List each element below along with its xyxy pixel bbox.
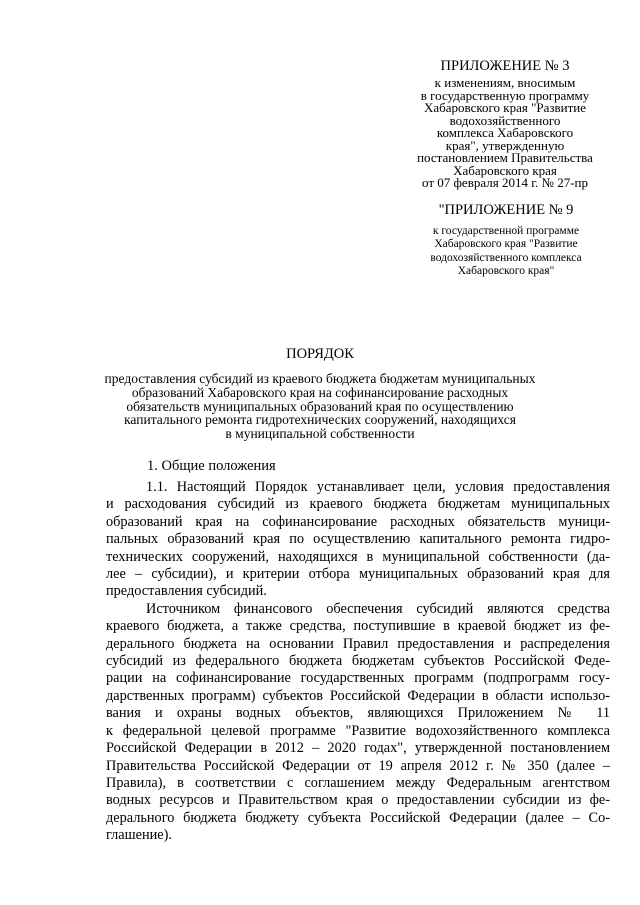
section-heading: 1. Общие положения (147, 458, 276, 474)
appendix-9-line: Хабаровского края" (457, 264, 555, 277)
paragraph-2-line: дерального бюджета бюджету субъекта Российской Федерации (далее – Со- (106, 809, 610, 826)
paragraph-1-line: 1.1. Настоящий Порядок устанавливает цели, условия предоставления (146, 479, 610, 495)
document-heading: ПОРЯДОК (286, 346, 354, 362)
appendix-3-line: комплекса Хабаровского (436, 125, 574, 140)
appendix-9-line: Хабаровского края "Развитие (434, 238, 578, 251)
paragraph-2-line: Правила), в соответствии с соглашением между Федеральным агентством (106, 774, 610, 791)
subtitle-line: обязательств муниципальных образований края по осуществлению (126, 398, 514, 414)
document-subtitle (100, 372, 540, 441)
paragraph-2-line: вания и охраны водных объектов, являющихся Приложением № 11 (106, 705, 610, 722)
appendix-3-title: ПРИЛОЖЕНИЕ № 3 (440, 58, 570, 74)
body-text (106, 479, 610, 845)
appendix-3-line: к изменениям, вносимым (434, 75, 576, 90)
subtitle-line: в муниципальной собственности (225, 426, 415, 442)
paragraph-2-line: Правительства Российской Федерации от 19 апреля 2012 г. № 350 (далее – (106, 757, 610, 774)
paragraph-2-line: глашение). (106, 827, 172, 844)
appendix-3-line: Хабаровского края (453, 162, 557, 178)
appendix-9-block (408, 202, 604, 278)
paragraph-1-line: предоставления субсидий. (106, 583, 267, 600)
paragraph-1-line: и расходования субсидий из краевого бюджета бюджетам муниципальных (106, 496, 610, 513)
paragraph-2-line: дерального бюджета на основании Правил предоставления и распределения (106, 635, 610, 652)
appendix-3-line: постановлением Правительства (417, 150, 593, 165)
paragraph-2-line: рации на софинансирование государственных программ (подпрограмм госу- (106, 670, 610, 687)
paragraph-2-line: Российской Федерации в 2012 – 2020 годах", утвержденной постановлением (106, 740, 610, 757)
appendix-3-block (392, 58, 618, 190)
paragraph-1-line: технических сооружений, находящихся в муниципальной собственности (да- (106, 548, 610, 565)
appendix-3-line: края", утвержденную (445, 137, 565, 153)
appendix-3-line: Хабаровского края "Развитие (423, 100, 587, 115)
paragraph-2-line: к федеральной целевой программе "Развитие водохозяйственного комплекса (106, 722, 610, 739)
appendix-3-line: от 07 февраля 2014 г. № 27-пр (422, 175, 588, 190)
paragraph-2-line: Источником финансового обеспечения субсидий являются средства (146, 600, 610, 617)
subtitle-line: предоставления субсидий из краевого бюджета бюджетам муниципальных (104, 371, 536, 386)
appendix-9-line: к государственной программе (432, 225, 580, 237)
subtitle-line: капитального ремонта гидротехнических сооружений, находящихся (124, 412, 516, 428)
appendix-3-line: в государственную программу (420, 87, 590, 103)
paragraph-1-line: образований края на софинансирование расходных обязательств муници- (106, 513, 610, 530)
appendix-3-line: водохозяйственного (449, 112, 561, 128)
paragraph-1-line: лее – субсидии), и критерии отбора муниципальных образований края для (106, 566, 610, 583)
appendix-9-title: "ПРИЛОЖЕНИЕ № 9 (438, 202, 574, 218)
paragraph-2-line: дарственных программ) субъектов Российской Федерации в области использо- (106, 687, 610, 704)
appendix-9-line: водохозяйственного комплекса (430, 251, 582, 264)
paragraph-2-line: краевого бюджета, а также средства, поступившие в краевой бюджет из фе- (106, 618, 610, 635)
paragraph-1-line: пальных образований края по осуществлению капитального ремонта гидро- (106, 531, 610, 548)
paragraph-2-line: субсидий из федерального бюджета бюджетам субъектов Российской Феде- (106, 653, 610, 670)
subtitle-line: образований Хабаровского края на софинансирование расходных (131, 384, 509, 400)
paragraph-2-line: водных ресурсов и Правительством края о предоставлении субсидии из фе- (106, 792, 610, 809)
